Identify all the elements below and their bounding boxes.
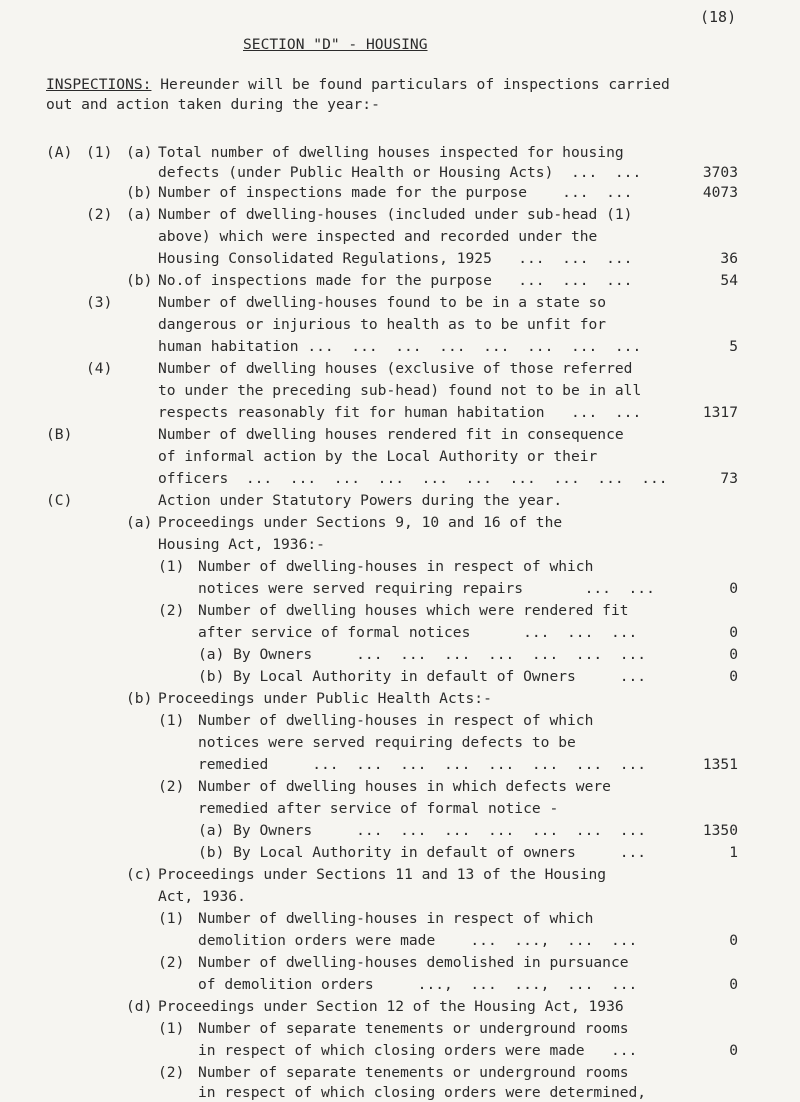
item-key: (a) bbox=[126, 144, 153, 161]
item-key: (2) bbox=[158, 602, 185, 619]
cb1-row3 bbox=[0, 754, 800, 776]
item-value: 54 bbox=[720, 272, 738, 289]
item-text: notices were served requiring repairs ... ... bbox=[198, 580, 655, 597]
item-text: to under the preceding sub-head) found not to be in all bbox=[158, 382, 642, 399]
item-key: (a) bbox=[126, 514, 153, 531]
cc-row1 bbox=[0, 864, 800, 886]
item-key: (1) bbox=[158, 1020, 185, 1037]
cd2-row2 bbox=[0, 1084, 800, 1102]
item-text: defects (under Public Health or Housing Acts) ... ... bbox=[158, 164, 642, 181]
a1a-row2 bbox=[0, 162, 800, 184]
item-text: of demolition orders ..., ... ..., ... ... bbox=[198, 976, 638, 993]
item-value: 0 bbox=[729, 976, 738, 993]
section-title: SECTION "D" - HOUSING bbox=[243, 36, 428, 53]
a2a-row3 bbox=[0, 248, 800, 270]
a2a-row1 bbox=[0, 204, 800, 226]
inspections-intro-text: Hereunder will be found particulars of inspections carried bbox=[160, 76, 670, 93]
c-title-row bbox=[0, 490, 800, 512]
a1a-row1 bbox=[0, 142, 800, 164]
cb2-row2 bbox=[0, 798, 800, 820]
a2a-row2 bbox=[0, 226, 800, 248]
cd-row1 bbox=[0, 996, 800, 1018]
item-text: Number of dwelling houses (exclusive of those referred bbox=[158, 360, 633, 377]
item-key: (2) bbox=[158, 778, 185, 795]
item-key: (2) bbox=[158, 954, 185, 971]
item-key: (b) bbox=[126, 184, 153, 201]
item-text: Number of dwelling-houses (included under sub-head (1) bbox=[158, 206, 633, 223]
cb-row1 bbox=[0, 688, 800, 710]
item-text: in respect of which closing orders were determined, bbox=[198, 1084, 647, 1101]
a1b-row bbox=[0, 182, 800, 204]
item-text: Number of dwelling houses rendered fit in consequence bbox=[158, 426, 624, 443]
b-row1 bbox=[0, 424, 800, 446]
cc2-row2 bbox=[0, 974, 800, 996]
item-text: No.of inspections made for the purpose ... ... ... bbox=[158, 272, 633, 289]
a4-row2 bbox=[0, 380, 800, 402]
item-text: Number of separate tenements or underground rooms bbox=[198, 1064, 629, 1081]
cd2-row1 bbox=[0, 1062, 800, 1084]
ca-row1 bbox=[0, 512, 800, 534]
item-text: Housing Act, 1936:- bbox=[158, 536, 325, 553]
ca2-local-row bbox=[0, 666, 800, 688]
item-text: (a) By Owners ... ... ... ... ... ... ... bbox=[198, 646, 647, 663]
cc1-row1 bbox=[0, 908, 800, 930]
item-text: Proceedings under Section 12 of the Housing Act, 1936 bbox=[158, 998, 624, 1015]
item-key: (c) bbox=[126, 866, 153, 883]
cd1-row2 bbox=[0, 1040, 800, 1062]
item-text: Total number of dwelling houses inspected for housing bbox=[158, 144, 624, 161]
ca2-owners-row bbox=[0, 644, 800, 666]
item-key: (C) bbox=[46, 492, 73, 509]
cc1-row2 bbox=[0, 930, 800, 952]
item-text: human habitation ... ... ... ... ... ... ... ... bbox=[158, 338, 642, 355]
item-value: 5 bbox=[729, 338, 738, 355]
item-value: 0 bbox=[729, 646, 738, 663]
a3-row1 bbox=[0, 292, 800, 314]
item-key: (2) bbox=[86, 206, 113, 223]
item-text: Number of dwelling-houses in respect of which bbox=[198, 712, 594, 729]
item-text: officers ... ... ... ... ... ... ... ... ... ... bbox=[158, 470, 668, 487]
item-text: of informal action by the Local Authority or their bbox=[158, 448, 598, 465]
item-text: (b) By Local Authority in default of owners ... bbox=[198, 844, 647, 861]
item-value: 4073 bbox=[702, 184, 738, 201]
item-text: (b) By Local Authority in default of Owners ... bbox=[198, 668, 647, 685]
a2b-row bbox=[0, 270, 800, 292]
cb1-row2 bbox=[0, 732, 800, 754]
item-value: 0 bbox=[729, 580, 738, 597]
item-key: (B) bbox=[46, 426, 73, 443]
item-text: Number of inspections made for the purpose ... ... bbox=[158, 184, 633, 201]
ca2-row2 bbox=[0, 622, 800, 644]
item-key: (a) bbox=[126, 206, 153, 223]
item-text: respects reasonably fit for human habitation ... ... bbox=[158, 404, 642, 421]
item-value: 36 bbox=[720, 250, 738, 267]
cb2-row1 bbox=[0, 776, 800, 798]
item-value: 0 bbox=[729, 932, 738, 949]
ca-row2 bbox=[0, 534, 800, 556]
cc-row2 bbox=[0, 886, 800, 908]
item-key: (1) bbox=[86, 144, 113, 161]
b-row3 bbox=[0, 468, 800, 490]
item-value: 1317 bbox=[702, 404, 738, 421]
item-text: Number of separate tenements or underground rooms bbox=[198, 1020, 629, 1037]
item-text: remedied ... ... ... ... ... ... ... ... bbox=[198, 756, 647, 773]
item-value: 1351 bbox=[702, 756, 738, 773]
item-text: Proceedings under Sections 9, 10 and 16 of the bbox=[158, 514, 563, 531]
cb2-local-row bbox=[0, 842, 800, 864]
item-key: (b) bbox=[126, 690, 153, 707]
item-text: Number of dwelling houses in which defects were bbox=[198, 778, 611, 795]
item-text: Number of dwelling houses which were rendered fit bbox=[198, 602, 629, 619]
cb1-row1 bbox=[0, 710, 800, 732]
a4-row3 bbox=[0, 402, 800, 424]
item-key: (2) bbox=[158, 1064, 185, 1081]
item-key: (1) bbox=[158, 712, 185, 729]
item-text: remedied after service of formal notice - bbox=[198, 800, 559, 817]
item-value: 3703 bbox=[702, 164, 738, 181]
inspections-label: INSPECTIONS: bbox=[46, 76, 152, 93]
cc2-row1 bbox=[0, 952, 800, 974]
item-text: Proceedings under Sections 11 and 13 of the Housing bbox=[158, 866, 607, 883]
item-text: Number of dwelling-houses in respect of which bbox=[198, 910, 594, 927]
item-key: (3) bbox=[86, 294, 113, 311]
a3-row3 bbox=[0, 336, 800, 358]
item-text: Act, 1936. bbox=[158, 888, 246, 905]
cd1-row1 bbox=[0, 1018, 800, 1040]
item-key: (1) bbox=[158, 910, 185, 927]
item-text: demolition orders were made ... ..., ... ... bbox=[198, 932, 638, 949]
ca1-row1 bbox=[0, 556, 800, 578]
item-text: Number of dwelling-houses in respect of which bbox=[198, 558, 594, 575]
item-key: (b) bbox=[126, 272, 153, 289]
item-text: in respect of which closing orders were made ... bbox=[198, 1042, 638, 1059]
item-text: (a) By Owners ... ... ... ... ... ... ... bbox=[198, 822, 647, 839]
b-row2 bbox=[0, 446, 800, 468]
item-text: Housing Consolidated Regulations, 1925 ... ... ... bbox=[158, 250, 633, 267]
inspections-intro-line1 bbox=[46, 76, 670, 94]
item-key: (d) bbox=[126, 998, 153, 1015]
item-value: 0 bbox=[729, 668, 738, 685]
item-text: Number of dwelling-houses demolished in pursuance bbox=[198, 954, 629, 971]
item-text: notices were served requiring defects to be bbox=[198, 734, 576, 751]
item-text: Action under Statutory Powers during the year. bbox=[158, 492, 563, 509]
item-text: Proceedings under Public Health Acts:- bbox=[158, 690, 492, 707]
item-value: 0 bbox=[729, 1042, 738, 1059]
item-text: dangerous or injurious to health as to be unfit for bbox=[158, 316, 607, 333]
item-text: above) which were inspected and recorded under the bbox=[158, 228, 598, 245]
item-value: 73 bbox=[720, 470, 738, 487]
a4-row1 bbox=[0, 358, 800, 380]
item-value: 0 bbox=[729, 624, 738, 641]
ca2-row1 bbox=[0, 600, 800, 622]
inspections-intro-line2: out and action taken during the year:- bbox=[46, 96, 380, 113]
item-text: Number of dwelling-houses found to be in a state so bbox=[158, 294, 607, 311]
ca1-row2 bbox=[0, 578, 800, 600]
cb2-owners-row bbox=[0, 820, 800, 842]
a3-row2 bbox=[0, 314, 800, 336]
item-key: (A) bbox=[46, 144, 73, 161]
page-number: (18) bbox=[700, 8, 737, 26]
item-value: 1 bbox=[729, 844, 738, 861]
item-value: 1350 bbox=[702, 822, 738, 839]
item-key: (1) bbox=[158, 558, 185, 575]
item-text: after service of formal notices ... ... ... bbox=[198, 624, 638, 641]
item-key: (4) bbox=[86, 360, 113, 377]
